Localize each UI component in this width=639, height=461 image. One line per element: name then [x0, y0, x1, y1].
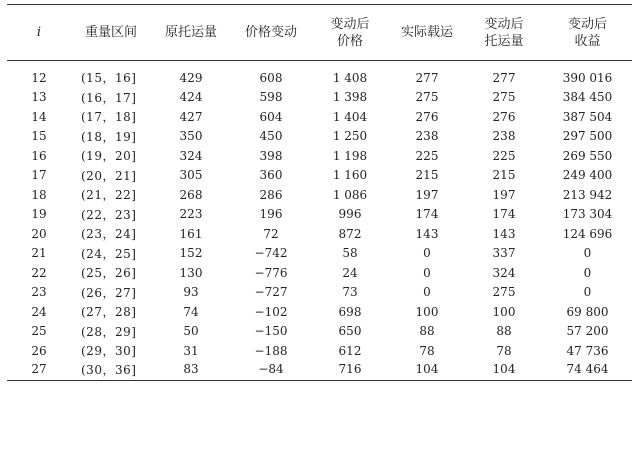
cell-change: −776: [254, 265, 288, 280]
cell-range: (16，17]: [81, 90, 137, 105]
cell-range: (22，23]: [81, 207, 137, 222]
cell-revenue: 173 304: [562, 207, 613, 222]
cell-change: −727: [254, 285, 288, 300]
column-header-change: [231, 5, 311, 61]
header-line: 托运量: [484, 33, 524, 49]
cell-new-price: 1 408: [332, 70, 368, 85]
cell-actual: 0: [423, 246, 431, 261]
cell-range: (18，19]: [81, 129, 137, 144]
header-line: 原托运量: [164, 25, 217, 40]
cell-change: 72: [263, 226, 279, 241]
cell-new-volume: 324: [492, 265, 516, 280]
cell-new-volume: 276: [492, 109, 516, 124]
cell-revenue: 74 464: [543, 361, 632, 381]
cell-new-volume: 88: [496, 324, 512, 339]
cell-new-price: 1 404: [332, 109, 368, 124]
cell-new-volume: 143: [492, 226, 516, 241]
cell-new-volume: 215: [492, 168, 516, 183]
cell-orig: 50: [183, 324, 199, 339]
header-line: 变动后: [567, 16, 607, 32]
cell-new-price: 716: [311, 361, 389, 381]
cell-i: 27: [7, 361, 71, 381]
cell-orig: 161: [179, 226, 203, 241]
table-row: [7, 127, 632, 147]
table-row: [7, 263, 632, 283]
cell-change: −742: [254, 246, 288, 261]
cell-actual: 0: [423, 265, 431, 280]
cell-range: (25，26]: [81, 266, 137, 281]
cell-change: 598: [259, 90, 283, 105]
cell-new-volume: 225: [492, 148, 516, 163]
cell-range: (24，25]: [81, 246, 137, 261]
cell-orig: 31: [183, 343, 199, 358]
column-header-actual: [389, 5, 465, 61]
cell-actual: 238: [415, 129, 439, 144]
cell-revenue: 0: [583, 265, 592, 280]
cell-range: (26，27]: [81, 285, 137, 300]
cell-i: 26: [31, 343, 47, 358]
cell-new-volume: 197: [492, 187, 516, 202]
cell-revenue: 249 400: [562, 168, 613, 183]
cell-revenue: 269 550: [562, 148, 613, 163]
cell-orig: 424: [179, 90, 203, 105]
cell-new-price: 1 250: [332, 129, 368, 144]
cell-revenue: 0: [583, 285, 592, 300]
cell-change: −102: [254, 304, 288, 319]
cell-change: −188: [254, 343, 288, 358]
cell-new-price: 1 160: [332, 168, 368, 183]
cell-new-price: 1 198: [332, 148, 368, 163]
cell-new-price: 58: [342, 246, 358, 261]
cell-orig: 74: [183, 304, 199, 319]
table-row: [7, 341, 632, 361]
table-row: [7, 107, 632, 127]
spacer-row: [7, 61, 632, 69]
cell-i: 14: [31, 109, 47, 124]
cell-new-price: 1 086: [332, 187, 368, 202]
cell-new-price: 73: [342, 285, 358, 300]
cell-actual: 174: [415, 207, 439, 222]
cell-actual: 277: [415, 70, 439, 85]
cell-i: 18: [31, 187, 47, 202]
cell-new-volume: 174: [492, 207, 516, 222]
cell-actual: 225: [415, 148, 439, 163]
column-header-revenue: [543, 5, 632, 61]
cell-new-volume: 238: [492, 129, 516, 144]
header-line: 变动后: [330, 16, 370, 32]
cell-change: −150: [254, 324, 288, 339]
cell-orig: 324: [179, 148, 203, 163]
cell-revenue: 213 942: [562, 187, 613, 202]
cell-revenue: 69 800: [566, 304, 609, 319]
cell-range: (23，24]: [81, 227, 137, 242]
cell-i: 12: [31, 70, 47, 85]
table-row: [7, 205, 632, 225]
cell-i: 13: [31, 90, 47, 105]
cell-actual: 197: [415, 187, 439, 202]
cell-new-price: 872: [338, 226, 362, 241]
cell-revenue: 384 450: [562, 90, 613, 105]
table-row: [7, 302, 632, 322]
cell-actual: 215: [415, 168, 439, 183]
cell-i: 25: [31, 324, 47, 339]
table-row: [7, 224, 632, 244]
header-row: [7, 5, 632, 61]
cell-revenue: 297 500: [562, 129, 613, 144]
cell-actual: 88: [419, 324, 435, 339]
table-row: [7, 361, 632, 381]
cell-orig: 429: [179, 70, 203, 85]
header-line: 实际载运: [400, 25, 453, 40]
table-body: [7, 61, 632, 381]
cell-new-price: 1 398: [332, 90, 368, 105]
cell-revenue: 57 200: [566, 324, 609, 339]
cell-i: 20: [31, 226, 47, 241]
header-line: 价格变动: [244, 25, 297, 40]
cell-range: (29，30]: [81, 344, 137, 359]
cell-change: 398: [259, 148, 283, 163]
column-header-new-price: [311, 5, 389, 61]
cell-i: 21: [31, 246, 47, 261]
cell-new-volume: 337: [492, 246, 516, 261]
column-header-range: [71, 5, 151, 61]
cell-orig: 350: [179, 129, 203, 144]
cell-new-volume: 78: [496, 343, 512, 358]
table-row: [7, 244, 632, 264]
cell-revenue: 0: [583, 246, 592, 261]
cell-i: 22: [31, 265, 47, 280]
cell-range: (17，18]: [81, 110, 137, 125]
cell-actual: 276: [415, 109, 439, 124]
data-table: [7, 4, 632, 381]
cell-range: (20，21]: [81, 168, 137, 183]
cell-orig: 152: [179, 246, 203, 261]
header-line: 重量区间: [85, 25, 138, 40]
cell-new-price: 650: [338, 324, 362, 339]
cell-change: 360: [259, 168, 283, 183]
cell-i: 17: [31, 168, 47, 183]
cell-range: (27，28]: [81, 305, 137, 320]
table-row: [7, 146, 632, 166]
cell-orig: 305: [179, 168, 203, 183]
table-row: [7, 166, 632, 186]
column-header-orig: [151, 5, 231, 61]
cell-i: 16: [31, 148, 47, 163]
cell-change: 608: [259, 70, 283, 85]
cell-actual: 78: [419, 343, 435, 358]
cell-i: 19: [31, 207, 47, 222]
table-row: [7, 283, 632, 303]
cell-orig: 223: [179, 207, 203, 222]
cell-range: (15，16]: [81, 71, 137, 86]
cell-revenue: 390 016: [562, 70, 613, 85]
cell-new-volume: 277: [492, 70, 516, 85]
cell-new-price: 698: [338, 304, 362, 319]
table-row: [7, 185, 632, 205]
header-line: i: [36, 25, 42, 40]
cell-range: (19，20]: [81, 149, 137, 164]
cell-actual: 0: [423, 285, 431, 300]
table-row: [7, 68, 632, 88]
header-line: 收益: [574, 33, 601, 49]
cell-i: 23: [31, 285, 47, 300]
cell-revenue: 387 504: [562, 109, 613, 124]
cell-actual: 100: [415, 304, 439, 319]
header-line: 变动后: [484, 16, 524, 32]
cell-actual: 104: [389, 361, 465, 381]
cell-new-price: 612: [338, 343, 362, 358]
cell-orig: 427: [179, 109, 203, 124]
cell-revenue: 47 736: [566, 343, 609, 358]
cell-change: 196: [259, 207, 283, 222]
cell-range: (28，29]: [81, 324, 137, 339]
cell-new-volume: 275: [492, 285, 516, 300]
table-row: [7, 322, 632, 342]
table-row: [7, 88, 632, 108]
cell-revenue: 124 696: [562, 226, 613, 241]
cell-new-volume: 275: [492, 90, 516, 105]
cell-change: −84: [231, 361, 311, 381]
cell-range: (21，22]: [81, 188, 137, 203]
cell-range: (30，36]: [71, 361, 151, 381]
cell-orig: 93: [183, 285, 199, 300]
cell-i: 24: [31, 304, 47, 319]
cell-i: 15: [31, 129, 47, 144]
cell-new-price: 996: [338, 207, 362, 222]
cell-change: 286: [259, 187, 283, 202]
column-header-new-volume: [465, 5, 543, 61]
cell-change: 604: [259, 109, 283, 124]
cell-new-price: 24: [342, 265, 358, 280]
cell-new-volume: 100: [492, 304, 516, 319]
cell-change: 450: [259, 129, 283, 144]
cell-new-volume: 104: [465, 361, 543, 381]
cell-orig: 268: [179, 187, 203, 202]
cell-actual: 143: [415, 226, 439, 241]
header-line: 价格: [336, 33, 363, 49]
cell-actual: 275: [415, 90, 439, 105]
cell-orig: 83: [151, 361, 231, 381]
cell-orig: 130: [179, 265, 203, 280]
column-header-i: [7, 5, 71, 61]
